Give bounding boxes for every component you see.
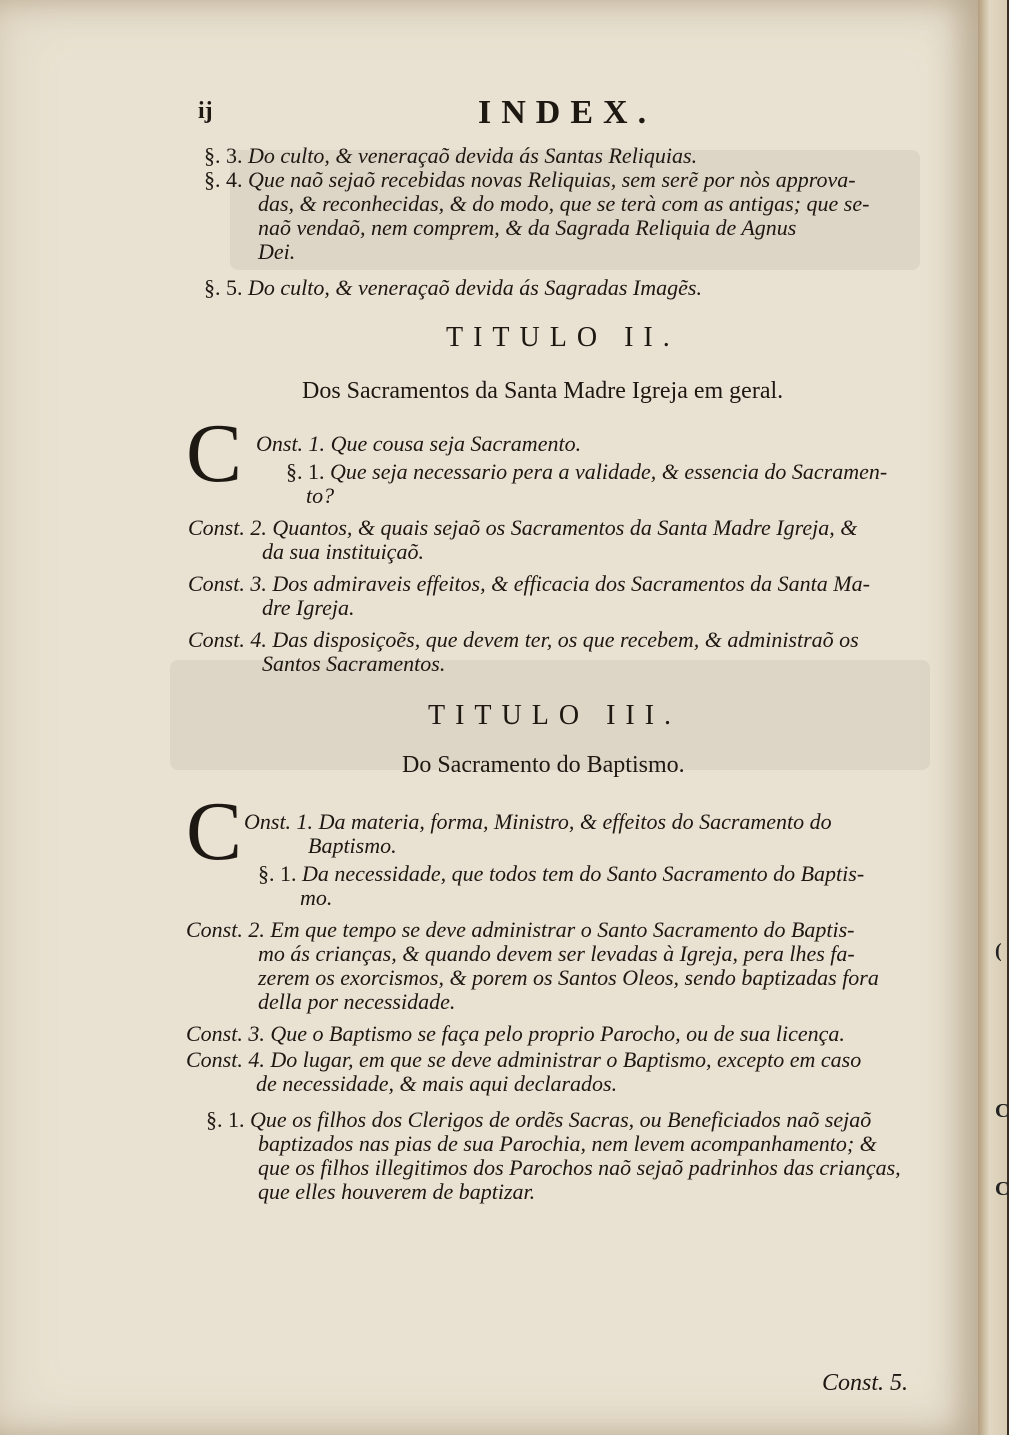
entry-line: della por necessidade. bbox=[258, 989, 456, 1014]
drop-cap: C bbox=[186, 407, 243, 500]
entry-line: §. 1. Que os filhos dos Clerigos de ordẽs Sacras, ou Beneficiados naõ sejaõ bbox=[206, 1107, 872, 1132]
edge-letter: C bbox=[995, 1178, 1009, 1200]
entry-line: Const. 2. Em que tempo se deve administrar o Santo Sacramento do Baptis- bbox=[186, 917, 855, 942]
section-title: TITULO II. bbox=[446, 322, 680, 353]
section-subtitle: Dos Sacramentos da Santa Madre Igreja em geral. bbox=[302, 378, 784, 404]
folio-number: ij bbox=[198, 98, 213, 124]
entry-line: Santos Sacramentos. bbox=[262, 651, 446, 676]
entry-line: Onst. 1. Da materia, forma, Ministro, & effeitos do Sacramento do bbox=[244, 809, 832, 834]
entry-line: Const. 2. Quantos, & quais sejaõ os Sacramentos da Santa Madre Igreja, & bbox=[188, 515, 858, 540]
drop-cap: C bbox=[186, 785, 243, 878]
running-head: INDEX. bbox=[478, 94, 657, 131]
entry-line: dre Igreja. bbox=[262, 595, 355, 620]
entry-line: da sua instituiçaõ. bbox=[262, 539, 424, 564]
entry-line: de necessidade, & mais aqui declarados. bbox=[256, 1071, 618, 1096]
entry-line: Const. 4. Das disposiçoẽs, que devem ter, os que recebem, & administraõ os bbox=[188, 627, 859, 652]
entry-line: mo ás crianças, & quando devem ser levadas à Igreja, pera lhes fa- bbox=[258, 941, 855, 966]
edge-letter: C bbox=[995, 1100, 1009, 1122]
entry-line: mo. bbox=[300, 885, 333, 910]
entry-line: §. 3. Do culto, & veneraçaõ devida ás Santas Reliquias. bbox=[204, 143, 698, 168]
entry-line: §. 4. Que naõ sejaõ recebidas novas Reliquias, sem serẽ por nòs approva- bbox=[204, 167, 856, 192]
entry-line: das, & reconhecidas, & do modo, que se terà com as antigas; que se- bbox=[258, 191, 870, 216]
entry-line: que elles houverem de baptizar. bbox=[258, 1179, 536, 1204]
entry-line: §. 5. Do culto, & veneraçaõ devida ás Sagradas Imagẽs. bbox=[204, 275, 702, 300]
entry-line: to? bbox=[306, 483, 335, 508]
entry-line: Const. 4. Do lugar, em que se deve administrar o Baptismo, excepto em caso bbox=[186, 1047, 862, 1072]
entry-line: baptizados nas pias de sua Parochia, nem levem acompanhamento; & bbox=[258, 1131, 877, 1156]
next-page-edge bbox=[978, 0, 1007, 1435]
entry-line: Const. 3. Que o Baptismo se faça pelo proprio Parocho, ou de sua licença. bbox=[186, 1021, 845, 1046]
entry-line: Onst. 1. Que cousa seja Sacramento. bbox=[256, 431, 582, 456]
entry-line: naõ vendaõ, nem comprem, & da Sagrada Reliquia de Agnus bbox=[258, 215, 797, 240]
entry-line: §. 1. Da necessidade, que todos tem do Santo Sacramento do Baptis- bbox=[258, 861, 865, 886]
section-title: TITULO III. bbox=[428, 700, 682, 731]
entry-line: zerem os exorcismos, & porem os Santos Oleos, sendo baptizadas fora bbox=[258, 965, 879, 990]
entry-line: Const. 3. Dos admiraveis effeitos, & efficacia dos Sacramentos da Santa Ma- bbox=[188, 571, 870, 596]
entry-line: §. 1. Que seja necessario pera a validade, & essencia do Sacramen- bbox=[286, 459, 888, 484]
entry-line: Baptismo. bbox=[308, 833, 397, 858]
catchword: Const. 5. bbox=[822, 1370, 909, 1396]
entry-line: Dei. bbox=[258, 239, 296, 264]
entry-line: que os filhos illegitimos dos Parochos naõ sejaõ padrinhos das crianças, bbox=[258, 1155, 901, 1180]
edge-letter: ( bbox=[995, 940, 1002, 962]
section-subtitle: Do Sacramento do Baptismo. bbox=[402, 752, 685, 778]
